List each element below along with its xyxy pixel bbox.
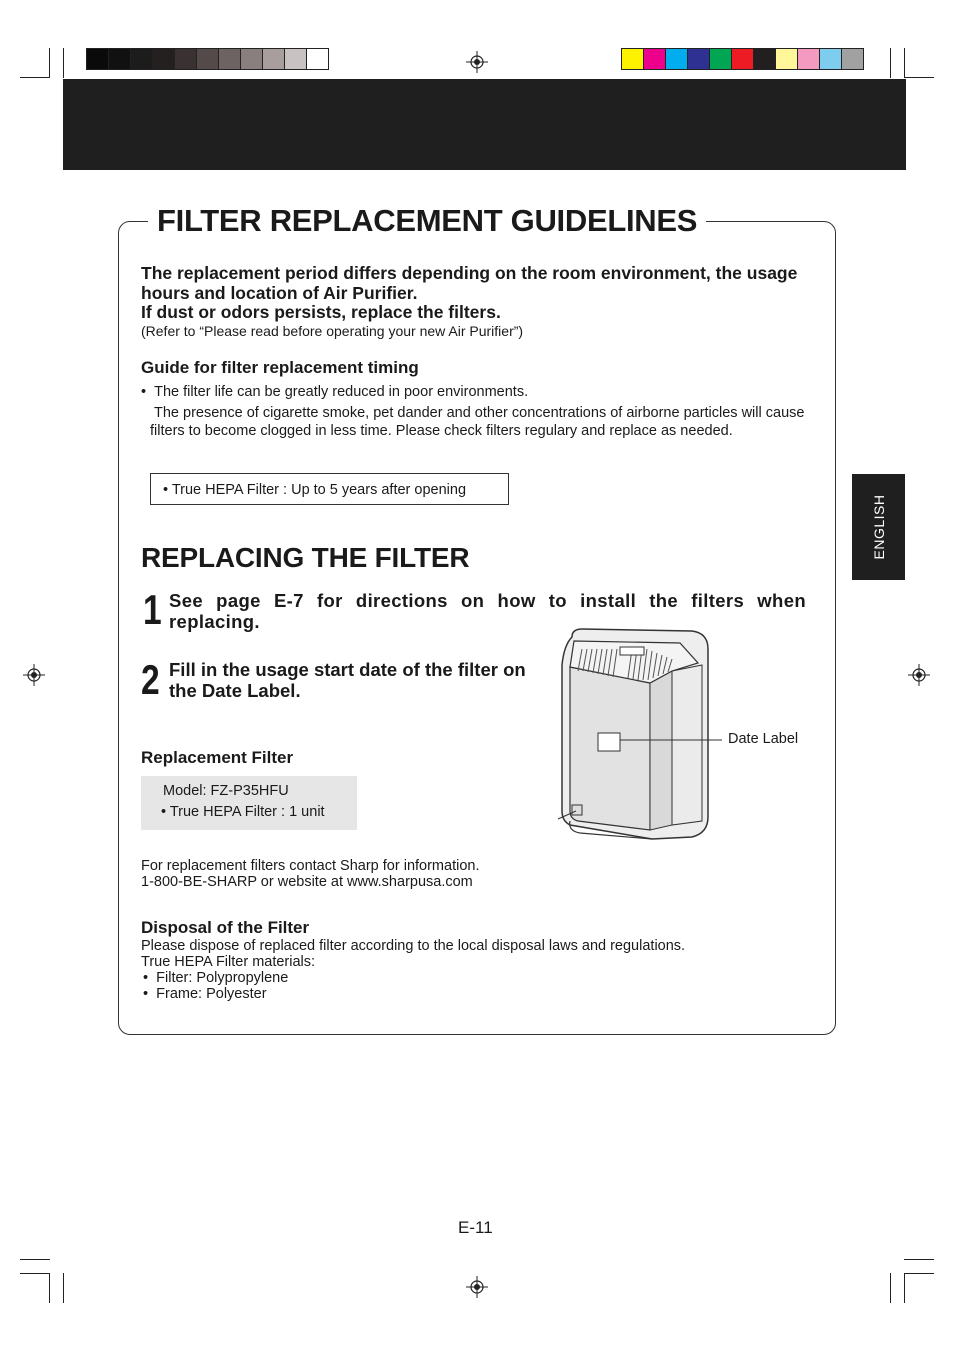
color-swatch bbox=[710, 49, 732, 69]
color-swatch bbox=[622, 49, 644, 69]
timing-paragraph: The presence of cigarette smoke, pet dander and other concentrations of airborne particles will cause filters to become clogged in less time. Please check filters regulary and replace as needed. bbox=[150, 405, 805, 439]
intro-line-1: The replacement period differs depending on the room environment, the usage hours and location of Air Purifier. bbox=[141, 263, 798, 303]
color-swatch bbox=[666, 49, 688, 69]
step-2-text: Fill in the usage start date of the filter on the Date Label. bbox=[169, 659, 526, 701]
color-swatch bbox=[87, 49, 109, 69]
color-swatch bbox=[307, 49, 328, 69]
color-swatch bbox=[219, 49, 241, 69]
gray-color-bar bbox=[86, 48, 329, 70]
date-label-callout: Date Label bbox=[728, 731, 799, 747]
header-band bbox=[63, 79, 906, 170]
model-number: Model: FZ-P35HFU bbox=[163, 783, 289, 799]
color-swatch bbox=[197, 49, 219, 69]
process-color-bar bbox=[621, 48, 864, 70]
model-unit: • True HEPA Filter : 1 unit bbox=[161, 804, 325, 820]
color-swatch bbox=[754, 49, 776, 69]
bullet-dot: • bbox=[143, 986, 157, 1002]
color-swatch bbox=[131, 49, 153, 69]
disposal-item-2 bbox=[143, 986, 267, 1003]
language-tab-label: ENGLISH bbox=[870, 494, 887, 560]
color-swatch bbox=[241, 49, 263, 69]
timing-heading: Guide for filter replacement timing bbox=[141, 358, 419, 377]
registration-mark-icon bbox=[466, 51, 488, 73]
registration-mark-icon bbox=[466, 1276, 488, 1298]
contact-line-2: 1-800-BE-SHARP or website at www.sharpusa.com bbox=[141, 874, 473, 890]
color-swatch bbox=[153, 49, 175, 69]
page-number: E-11 bbox=[458, 1218, 493, 1237]
color-swatch bbox=[644, 49, 666, 69]
color-swatch bbox=[688, 49, 710, 69]
timing-bullet-text: The filter life can be greatly reduced in poor environments. bbox=[154, 384, 529, 400]
page-title: FILTER REPLACEMENT GUIDELINES bbox=[148, 203, 706, 239]
color-swatch bbox=[798, 49, 820, 69]
disposal-item-1 bbox=[143, 970, 288, 987]
intro-line-2: If dust or odors persists, replace the filters. bbox=[141, 302, 501, 322]
replacement-filter-heading: Replacement Filter bbox=[141, 748, 294, 767]
color-swatch bbox=[109, 49, 131, 69]
step-number-2: 2 bbox=[141, 656, 158, 703]
color-swatch bbox=[263, 49, 285, 69]
registration-mark-icon bbox=[23, 664, 45, 686]
section-title-replacing: REPLACING THE FILTER bbox=[141, 542, 470, 573]
intro-note: (Refer to “Please read before operating your new Air Purifier”) bbox=[141, 323, 524, 339]
disposal-item-1-text: Filter: Polypropylene bbox=[156, 970, 289, 986]
disposal-heading: Disposal of the Filter bbox=[141, 918, 310, 937]
bullet-dot: • bbox=[141, 384, 155, 400]
color-swatch bbox=[776, 49, 798, 69]
bullet-dot: • bbox=[143, 970, 157, 986]
registration-mark-icon bbox=[908, 664, 930, 686]
language-tab bbox=[852, 474, 905, 580]
disposal-item-2-text: Frame: Polyester bbox=[156, 986, 267, 1002]
contact-line-1: For replacement filters contact Sharp for information. bbox=[141, 858, 480, 874]
hepa-life-box: • True HEPA Filter : Up to 5 years after opening bbox=[150, 473, 509, 505]
color-swatch bbox=[732, 49, 754, 69]
step-number-1: 1 bbox=[143, 586, 160, 633]
step-1-text: See page E-7 for directions on how to install the filters when replacing. bbox=[169, 590, 806, 632]
intro-text bbox=[141, 264, 821, 323]
timing-bullet bbox=[141, 384, 528, 401]
color-swatch bbox=[842, 49, 863, 69]
color-swatch bbox=[285, 49, 307, 69]
color-swatch bbox=[820, 49, 842, 69]
disposal-line-2: True HEPA Filter materials: bbox=[141, 954, 316, 970]
disposal-line-1: Please dispose of replaced filter according to the local disposal laws and regulations. bbox=[141, 938, 686, 954]
air-purifier-illustration bbox=[552, 625, 722, 845]
color-swatch bbox=[175, 49, 197, 69]
